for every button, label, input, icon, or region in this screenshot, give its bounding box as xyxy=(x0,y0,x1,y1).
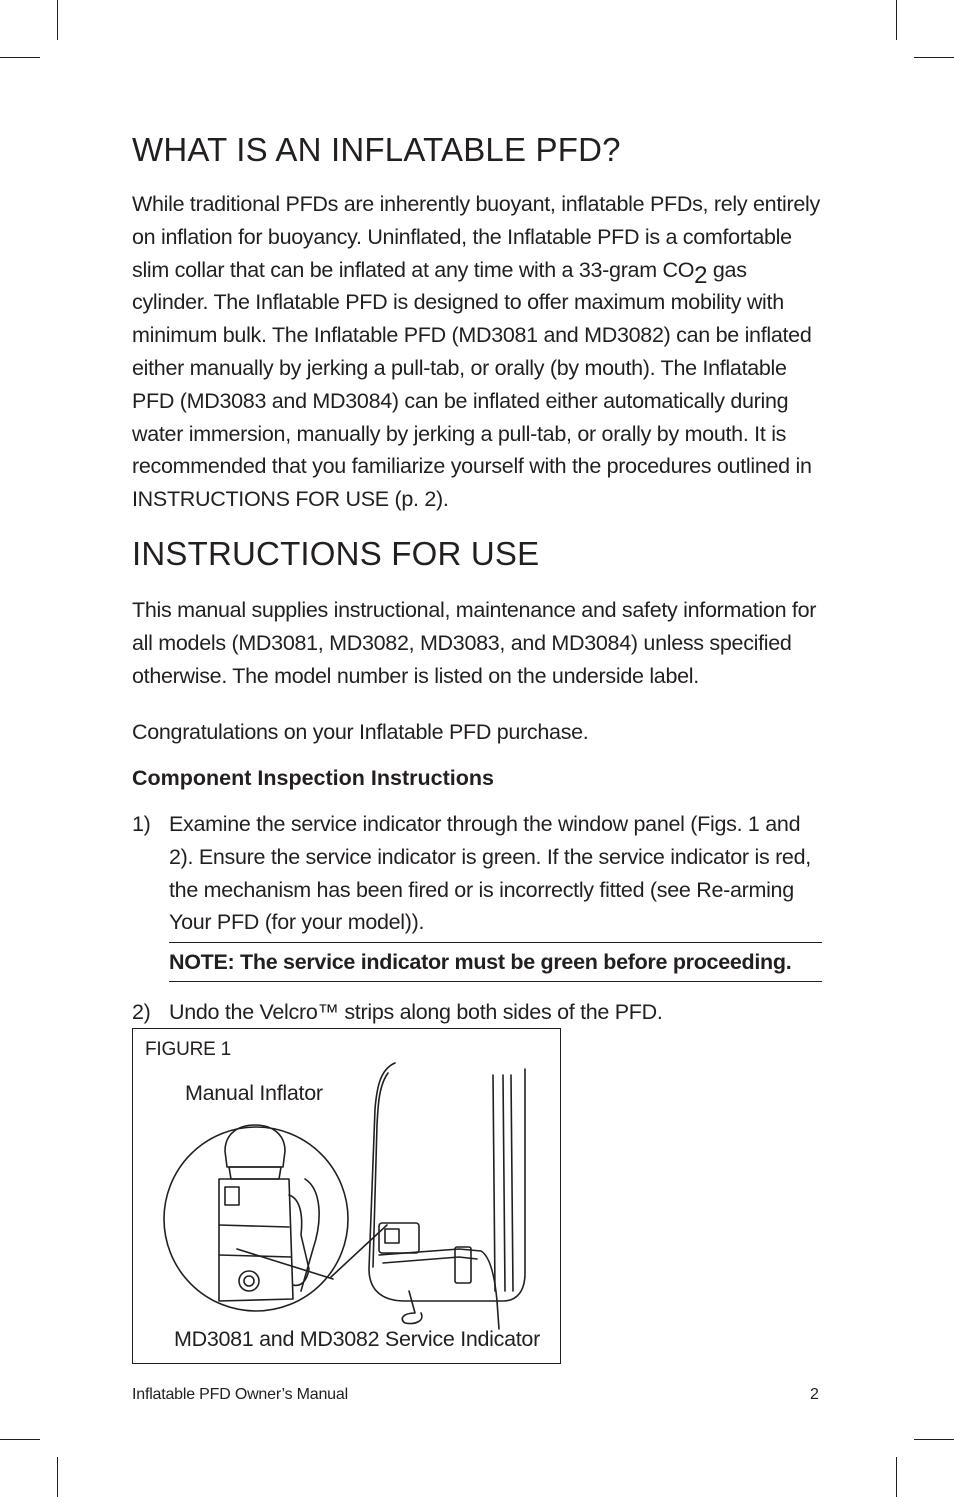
footer-title: Inflatable PFD Owner’s Manual xyxy=(132,1386,348,1403)
strap-buckle xyxy=(455,1247,471,1283)
figure-caption-manual-inflator: Manual Inflator xyxy=(185,1081,323,1105)
component-inspection-heading: Component Inspection Instructions xyxy=(132,766,494,790)
list-item xyxy=(132,996,822,1030)
intro-paragraph xyxy=(132,188,822,516)
intro-text-b: gas cylinder. The Inflatable PFD is designed to offer maximum mobility with minimum bulk. The Inflatable PFD (MD3081 and MD3082) can be inflated either manually by jerking a pull-tab, or orally (by mouth). The Inflatable PFD (MD3083 and MD3084) can be inflated either automatically during water immersion, manually by jerking a pull-tab, or orally by mouth. It is recommended that you familiarize yourself with the procedures outlined in INSTRUCTIONS FOR USE (p. 2). xyxy=(132,257,812,512)
congrats-paragraph: Congratulations on your Inflatable PFD purchase. xyxy=(132,720,589,744)
list-number: 2) xyxy=(132,1000,151,1024)
inflator-port-inner xyxy=(244,1276,254,1286)
inflator-cap xyxy=(225,1125,285,1167)
pfd-right-edge-2 xyxy=(503,1075,505,1291)
section-title-what-is: WHAT IS AN INFLATABLE PFD? xyxy=(132,131,621,168)
figure-1 xyxy=(132,1028,561,1364)
pfd-right-edge xyxy=(493,1075,495,1291)
magnifier-circle xyxy=(164,1127,348,1311)
pull-tab xyxy=(402,1291,422,1324)
strap xyxy=(379,1249,499,1329)
pfd-outline xyxy=(369,1063,525,1301)
figure-label: FIGURE 1 xyxy=(145,1039,232,1060)
inflator-band xyxy=(219,1225,289,1227)
page-number: 2 xyxy=(810,1386,819,1403)
intro-text-a: While traditional PFDs are inherently buoyant, inflatable PFDs, rely entirely on inflation for buoyancy. Uninflated, the Inflatable PFD is a comfortable slim collar that can be inflated at any time with a 33-gram CO xyxy=(132,192,820,282)
crop-mark xyxy=(0,1439,40,1440)
crop-mark xyxy=(57,1457,58,1497)
note-box: NOTE: The service indicator must be green before proceeding. xyxy=(169,942,822,982)
inflator-illustration xyxy=(133,1029,562,1365)
pfd-right-edge-3 xyxy=(511,1075,513,1291)
list-text: Examine the service indicator through the window panel (Figs. 1 and 2). Ensure the service indicator is green. If the service indicator is red, the mechanism has been fired or is incorrectly fitted (see Re-arming Your PFD (for your model)). xyxy=(169,812,811,935)
callout-line-2 xyxy=(237,1249,333,1279)
crop-mark xyxy=(0,57,40,58)
inflator-body xyxy=(219,1179,293,1301)
crop-mark xyxy=(57,0,58,40)
crop-mark xyxy=(896,0,897,40)
list-item xyxy=(132,808,822,940)
inflator-port xyxy=(239,1271,259,1291)
inflator-window-detail xyxy=(225,1187,239,1205)
section-title-instructions: INSTRUCTIONS FOR USE xyxy=(132,535,540,572)
figure-caption-service-indicator: MD3081 and MD3082 Service Indicator xyxy=(174,1327,540,1351)
co2-subscript: 2 xyxy=(694,261,708,289)
inflator-thread xyxy=(229,1167,281,1179)
crop-mark xyxy=(896,1457,897,1497)
list-text: Undo the Velcro™ strips along both sides of the PFD. xyxy=(169,1000,663,1024)
strap-lower xyxy=(383,1257,477,1263)
crop-mark xyxy=(914,1439,954,1440)
inflator-band-2 xyxy=(219,1255,291,1257)
inflator-window xyxy=(385,1229,399,1243)
crop-mark xyxy=(914,57,954,58)
manual-paragraph: This manual supplies instructional, maintenance and safety information for all models (MD3081, MD3082, MD3083, and MD3084) unless specified otherwise. The model number is listed on the underside label. xyxy=(132,598,817,688)
list-number: 1) xyxy=(132,812,151,836)
